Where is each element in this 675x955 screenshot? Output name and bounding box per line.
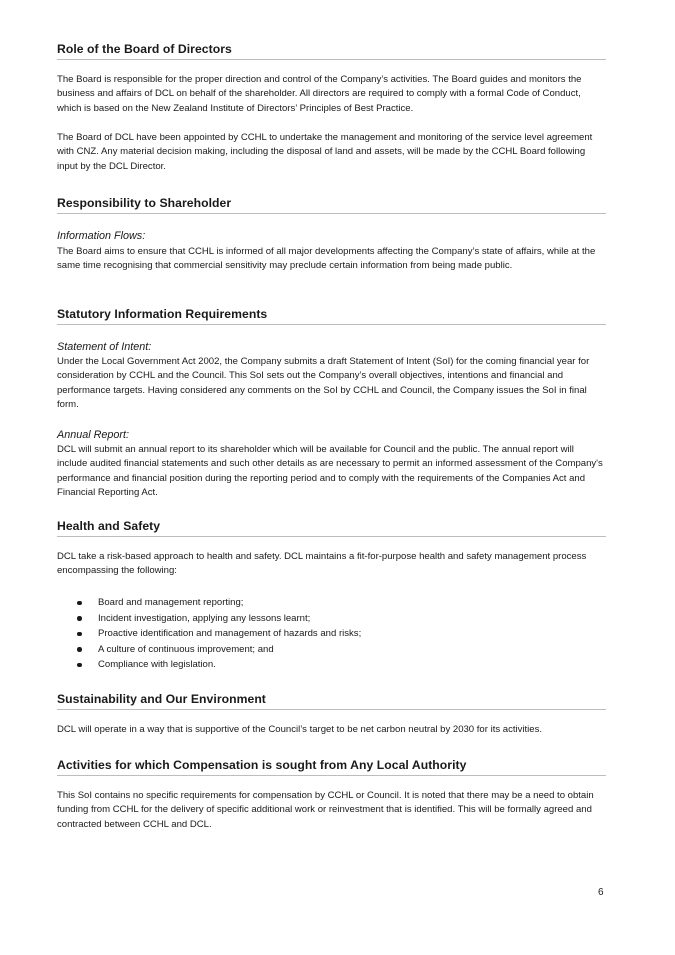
paragraph-board-responsibility: The Board is responsible for the proper direction and control of the Company’s activities. The Board guides and monitors the business and affairs of DCL on behalf of the shareholder. All directors are required to comply with a formal Code of Conduct, which is based on the New Zealand Institute of Directors’ Principles of Best Practice. <box>57 74 582 114</box>
health-and-safety-list <box>57 595 606 673</box>
paragraph-annual-report: DCL will submit an annual report to its shareholder which will be available for Council and the public. The annual report will include audited financial statements and such other details as are necessary to permit an informed assessment of the Company's performance and financial position during the reporting period and to comply with the requirements of the Companies Act and Financial Reporting Act. <box>57 444 603 498</box>
paragraph-statement-of-intent: Under the Local Government Act 2002, the Company submits a draft Statement of Intent (SoI) for the coming financial year for consideration by CCHL and the Council. This SoI sets out the Company’s overall objectives, intentions and financial and performance targets. Having considered any comments on the SoI by CCHL and Council, the Company issues the SoI in final form. <box>57 356 590 410</box>
heading-statutory-information: Statutory Information Requirements <box>57 307 606 325</box>
bullet-icon <box>77 632 82 637</box>
bullet-icon <box>77 647 82 652</box>
heading-sustainability: Sustainability and Our Environment <box>57 692 606 710</box>
subheading-information-flows: Information Flows: <box>57 230 146 242</box>
subheading-annual-report: Annual Report: <box>57 429 130 441</box>
list-item: A culture of continuous improvement; and <box>57 642 606 658</box>
bullet-icon <box>77 663 82 668</box>
paragraph-information-flows: The Board aims to ensure that CCHL is informed of all major developments affecting the Company’s state of affairs, while at the same time recognising that commercial sensitivity may preclude certain information from being made public. <box>57 246 596 272</box>
page-number: 6 <box>598 887 604 898</box>
subheading-statement-of-intent: Statement of Intent: <box>57 341 152 353</box>
list-item: Incident investigation, applying any lessons learnt; <box>57 611 606 627</box>
bullet-icon <box>77 601 82 606</box>
paragraph-health-and-safety: DCL take a risk-based approach to health and safety. DCL maintains a fit-for-purpose health and safety management process encompassing the following: <box>57 551 587 577</box>
paragraph-sustainability: DCL will operate in a way that is supportive of the Council’s target to be net carbon neutral by 2030 for its activities. <box>57 724 543 735</box>
heading-responsibility-to-shareholder: Responsibility to Shareholder <box>57 196 606 214</box>
heading-role-of-board: Role of the Board of Directors <box>57 42 606 60</box>
paragraph-compensation: This SoI contains no specific requirements for compensation by CCHL or Council. It is noted that there may be a need to obtain funding from CCHL for the delivery of specific additional work or reinvestment that is identified. This will be formally agreed and contracted between CCHL and DCL. <box>57 790 594 830</box>
paragraph-board-appointment: The Board of DCL have been appointed by CCHL to undertake the management and monitoring of the service level agreement with CNZ. Any material decision making, including the disposal of land and assets, will be made by the CCHL Board following input by the DCL Director. <box>57 132 593 172</box>
list-item: Compliance with legislation. <box>57 657 606 673</box>
list-item: Board and management reporting; <box>57 595 606 611</box>
heading-health-and-safety: Health and Safety <box>57 519 606 537</box>
heading-compensation-activities: Activities for which Compensation is sought from Any Local Authority <box>57 758 606 776</box>
list-item: Proactive identification and management of hazards and risks; <box>57 626 606 642</box>
bullet-icon <box>77 616 82 621</box>
